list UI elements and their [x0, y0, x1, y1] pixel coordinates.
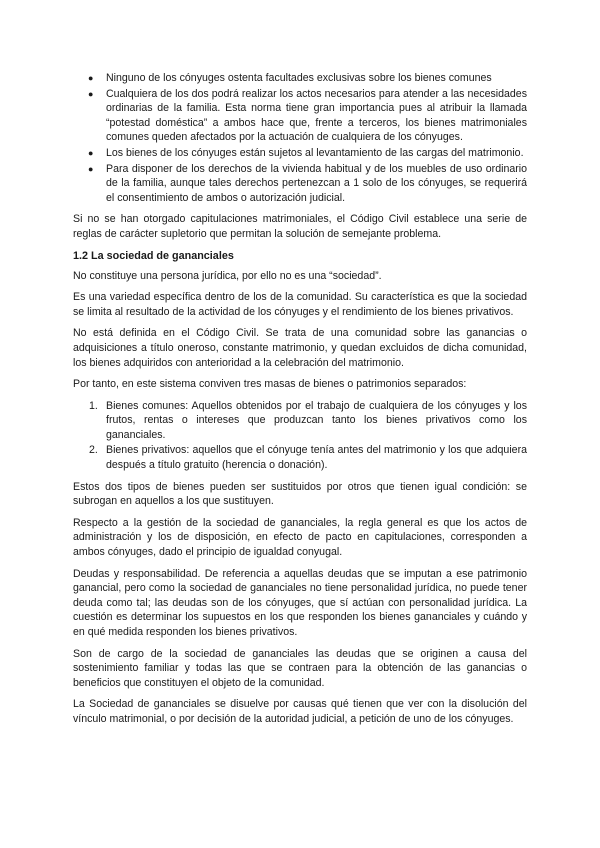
bullet-marker: ●: [88, 88, 94, 99]
bullet-marker: ●: [88, 73, 94, 83]
list-item-text: Bienes privativos: aquellos que el cónyuge tenía antes del matrimonio y los que adquiera después a título gratuito (herencia o donación).: [106, 444, 527, 472]
list-item: [73, 87, 527, 145]
paragraph-cargo: Son de cargo de la sociedad de gananciales las deudas que se originen a causa del sostenimiento familiar y todas las que se contraen para la obtención de las ganancias o beneficios que constituyen el objeto de la comunidad.: [73, 647, 527, 689]
list-item: [73, 71, 527, 86]
bullet-marker: ●: [88, 163, 94, 174]
list-item-text: Bienes comunes: Aquellos obtenidos por el trabajo de cualquiera de los cónyuges y los frutos, rentas o intereses que produzcan tanto los bienes privativos como los gananciales.: [106, 399, 527, 441]
list-item-text: Los bienes de los cónyuges están sujetos al levantamiento de las cargas del matrimonio.: [106, 146, 524, 159]
paragraph-sustituidos: Estos dos tipos de bienes pueden ser sustituidos por otros que tienen igual condición: se subrogan en aquellos a los que sustituyen.: [73, 480, 527, 508]
paragraph-capitulaciones: Si no se han otorgado capitulaciones matrimoniales, el Código Civil establece una serie de reglas de carácter supletorio que permitan la solución de semejante problema.: [73, 213, 527, 240]
section-heading: 1.2 La sociedad de gananciales: [73, 249, 234, 262]
paragraph-no-persona: No constituye una persona jurídica, por ello no es una “sociedad”.: [73, 269, 382, 282]
paragraph-gestion: Respecto a la gestión de la sociedad de gananciales, la regla general es que los actos de administración y los de disposición, en efecto de pacto en capitulaciones, corresponden a ambos cónyuges, dado el principio de igualdad conyugal.: [73, 516, 527, 559]
bullet-list: [73, 71, 527, 205]
list-item: [73, 162, 527, 206]
list-item: [73, 399, 527, 443]
paragraph-definida: No está definida en el Código Civil. Se trata de una comunidad sobre las ganancias o adquisiciones a título oneroso, constante matrimonio, y quedan excluidos de dicha comunidad, los bienes adquiridos con anterioridad a la celebración del matrimonio.: [73, 327, 527, 369]
numbered-list: [73, 399, 527, 473]
number-marker: 1.: [89, 399, 98, 412]
list-item-text: Cualquiera de los dos podrá realizar los actos necesarios para atender a las necesidades ordinarias de la familia. Esta norma tiene gran importancia pues al atribuir la llamada “potestad doméstica” a ambos hace que, frente a terceros, los bienes matrimoniales comunes queden afectados por la actuación de cualquiera de los cónyuges.: [106, 87, 527, 144]
paragraph-variedad: Es una variedad específica dentro de los de la comunidad. Su característica es que la sociedad se limita al resultado de la actividad de los cónyuges y el rendimiento de los bienes privativos.: [73, 291, 527, 318]
list-item: [73, 146, 527, 161]
list-item: [73, 443, 527, 472]
list-item-text: Ninguno de los cónyuges ostenta facultades exclusivas sobre los bienes comunes: [106, 72, 492, 84]
paragraph-tres-masas: Por tanto, en este sistema conviven tres masas de bienes o patrimonios separados:: [73, 378, 467, 391]
number-marker: 2.: [89, 444, 98, 457]
bullet-marker: ●: [88, 147, 94, 158]
paragraph-disuelve: La Sociedad de gananciales se disuelve por causas qué tienen que ver con la disolución del vínculo matrimonial, o por decisión de la autoridad judicial, a petición de uno de los cónyuges.: [73, 698, 527, 725]
paragraph-deudas: Deudas y responsabilidad. De referencia a aquellas deudas que se imputan a ese patrimonio ganancial, pero como la sociedad de gananciales no tiene personalidad jurídica, no puede tener deuda como tal; las deudas son de los cónyuges, que sí actúan con personalidad jurídica. La cuestión es determinar los supuestos en los que responden los bienes gananciales y cuándo y en qué medida responden los bienes privativos.: [73, 567, 527, 638]
list-item-text: Para disponer de los derechos de la vivienda habitual y de los muebles de uso ordinario de la familia, aunque tales derechos pertenezcan a 1 solo de los cónyuges, se requerirá el consentimiento de ambos o autorización judicial.: [106, 162, 527, 204]
